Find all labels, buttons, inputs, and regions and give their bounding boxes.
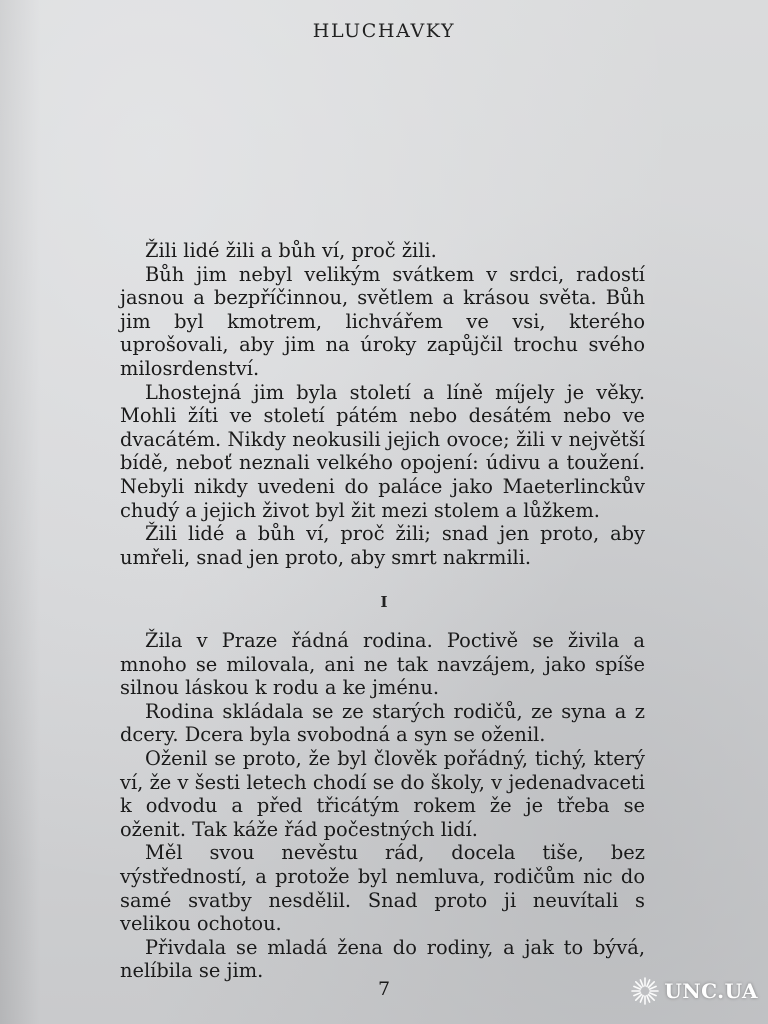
watermark-text: UNC.UA	[664, 979, 758, 1003]
section-text	[120, 629, 645, 983]
paragraph: Přivdala se mladá žena do rodiny, a jak to bývá, nelíbila se jim.	[120, 935, 645, 983]
paragraph: Bůh jim nebyl velikým svátkem v srdci, radostí jasnou a bezpříčinnou, světlem a krásou světa. Bůh jim byl kmotrem, lichvářem ve vsi, kterého uprošovali, aby jim na úroky zapůjčil trochu svého milosrdenství.	[120, 262, 645, 380]
paragraph: Žila v Praze řádná rodina. Poctivě se živila a mnoho se milovala, ani ne tak navzájem, jako spíše silnou láskou k rodu a ke jménu.	[120, 629, 645, 700]
paragraph: Žili lidé žili a bůh ví, proč žili.	[145, 239, 437, 262]
paragraph: Oženil se proto, že byl člověk pořádný, tichý, který ví, že v šesti letech chodí se do školy, v jedenadvaceti k odvodu a před třicátým rokem že je třeba se oženit. Tak káže řád počestných lidí.	[120, 746, 645, 841]
paragraph: Rodina skládala se ze starých rodičů, ze syna a z dcery. Dcera byla svobodná a syn se oženil.	[120, 699, 645, 747]
watermark	[630, 976, 758, 1006]
paragraph: Lhostejná jim byla století a líně míjely je věky. Mohli žíti ve století pátém nebo desátém nebo ve dvacátém. Nikdy neokusili jejich ovoce; žili v největší bídě, neboť neznali velkého opojení: údivu a toužení. Nebyli nikdy uvedeni do paláce jako Maeterlinckův chudý a jejich život byl žit mezi stolem a lůžkem.	[120, 380, 645, 522]
page-number: 7	[377, 978, 391, 1000]
starburst-icon	[630, 976, 660, 1006]
intro-text	[120, 239, 645, 569]
paragraph: Žili lidé a bůh ví, proč žili; snad jen proto, aby umřeli, snad jen proto, aby smrt nakrmili.	[120, 522, 645, 569]
chapter-title: HLUCHAVKY	[312, 20, 456, 42]
section-number: I	[380, 593, 388, 611]
paragraph: Měl svou nevěstu rád, docela tiše, bez výstředností, a protože byl nemluva, rodičům nic do samé svatby nesdělil. Snad proto ji neuvítali s velikou ochotou.	[120, 841, 645, 936]
